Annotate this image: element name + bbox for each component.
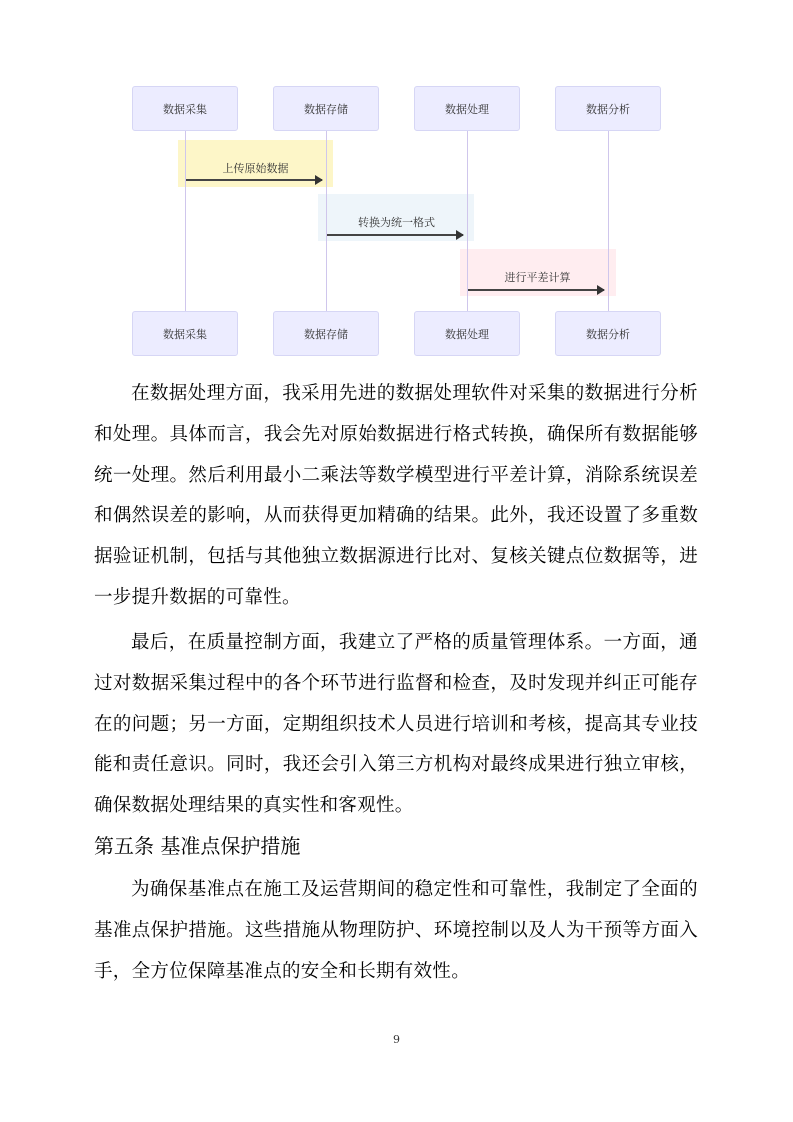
message-arrow-3 [468,289,604,291]
page-number: 9 [393,1033,400,1046]
actor-bottom-4: 数据分析 [555,311,661,356]
actor-bottom-1: 数据采集 [132,311,238,356]
actor-top-4: 数据分析 [555,86,661,131]
paragraph-quality-control: 最后，在质量控制方面，我建立了严格的质量管理体系。一方面，通过对数据采集过程中的各个环节进行监督和检查，及时发现并纠正可能存在的问题；另一方面，定期组织技术人员进行培训和考核，提高其专业技能和责任意识。同时，我还会引入第三方机构对最终成果进行独立审核，确保数据处理结果的真实性和客观性。 [94,632,698,817]
actor-bottom-3: 数据处理 [414,311,520,356]
actor-top-1: 数据采集 [132,86,238,131]
actor-top-2: 数据存储 [273,86,379,131]
message-label-1: 上传原始数据 [222,162,289,175]
lifeline-4 [608,131,609,311]
message-label-2: 转换为统一格式 [358,216,435,229]
sequence-diagram [0,0,793,370]
paragraph-data-processing: 在数据处理方面，我采用先进的数据处理软件对采集的数据进行分析和处理。具体而言，我会先对原始数据进行格式转换，确保所有数据能够统一处理。然后利用最小二乘法等数学模型进行平差计算，消除系统误差和偶然误差的影响，从而获得更加精确的结果。此外，我还设置了多重数据验证机制，包括与其他独立数据源进行比对、复核关键点位数据等，进一步提升数据的可靠性。 [94,383,698,608]
paragraph-benchmark-protection: 为确保基准点在施工及运营期间的稳定性和可靠性，我制定了全面的基准点保护措施。这些措施从物理防护、环境控制以及人为干预等方面入手，全方位保障基准点的安全和长期有效性。 [94,879,698,982]
section-heading: 第五条 基准点保护措施 [94,834,301,858]
message-arrow-2 [327,234,463,236]
actor-top-3: 数据处理 [414,86,520,131]
lifeline-1 [185,131,186,311]
message-arrow-1 [186,179,322,181]
actor-bottom-2: 数据存储 [273,311,379,356]
message-label-3: 进行平差计算 [504,271,571,284]
